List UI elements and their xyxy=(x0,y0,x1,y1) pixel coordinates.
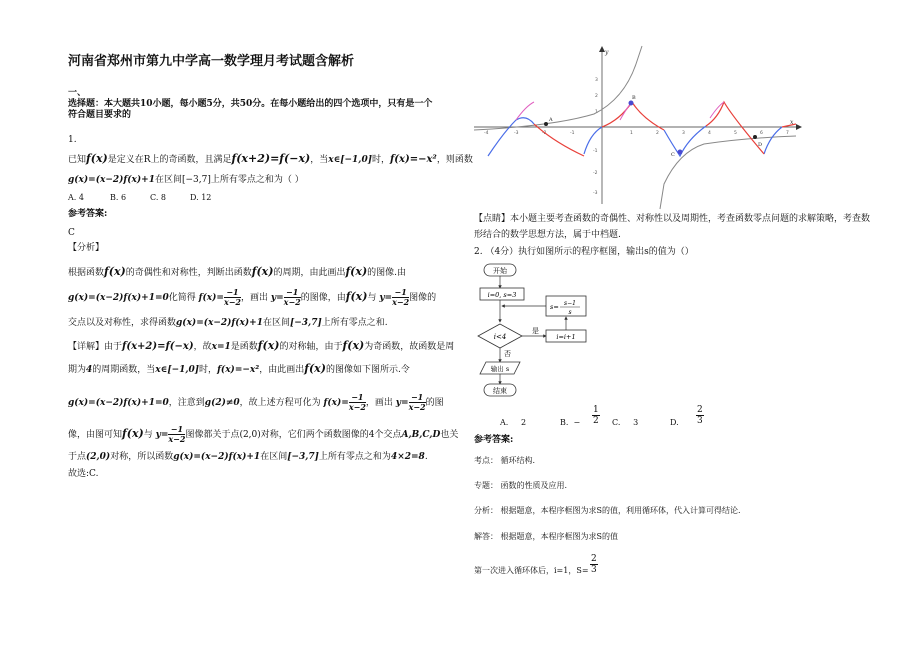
hyperbola-left-branch xyxy=(474,46,642,130)
jieda: 解答： 根据题意，本程序框图为求S的值 xyxy=(474,532,619,541)
point-a-label: A xyxy=(549,117,553,123)
detail-line-3: g(x)=(x−2)f(x)+1=0，注意到g(2)≠0，故上述方程可化为 f(x)= $\frac{-1}{x-2}$ ，画出 y= $\frac{-1}{x-2}$ 的图 xyxy=(68,392,444,412)
point-b xyxy=(629,101,634,106)
x-tick: -4 xyxy=(484,131,489,136)
detail-line-2: 期为4的周期函数，当x∈[−1,0]时，f(x)=−x²，由此画出f(x)的图像如下图所示.令 xyxy=(68,362,410,375)
analysis-line-3: 交点以及对称性，求得函数g(x)=(x−2)f(x)+1在区间[−3,7]上所有零点之和. xyxy=(68,318,388,328)
kaodian: 考点： 循环结构. xyxy=(474,456,536,465)
f-curve-blue xyxy=(488,118,782,156)
hyperbola-right-branch xyxy=(660,136,796,209)
option-b: B. 6 xyxy=(110,193,127,202)
y-axis xyxy=(599,46,605,204)
point-c xyxy=(678,150,683,155)
y-tick: -1 xyxy=(593,149,598,154)
x-tick: -3 xyxy=(514,131,519,136)
end-node-text: 结束 xyxy=(493,387,507,395)
condition-text: i<4 xyxy=(493,333,507,341)
function-graph xyxy=(474,44,804,210)
program-flowchart xyxy=(474,262,594,402)
x-tick: 5 xyxy=(734,131,737,136)
y-tick: 1 xyxy=(595,110,598,115)
section-number: 一、 xyxy=(68,88,87,98)
increment-node xyxy=(546,330,586,342)
comment-line-1: 【点睛】本小题主要考查函数的奇偶性、对称性以及周期性，考查函数零点问题的求解策略，考查数 xyxy=(474,214,871,224)
question-number: 1. xyxy=(68,135,77,145)
x-axis-label: x xyxy=(790,119,794,126)
f-curve-red xyxy=(534,102,796,156)
analysis-line-2: g(x)=(x−2)f(x)+1=0化简得 f(x)= $\frac{-1}{x-2}$ ，画出 y= $\frac{-1}{x-2}$ 的图像，由f(x)与 y= $\frac{-1}{x-2}$ 图像的 xyxy=(68,287,437,307)
page-title: 河南省郑州市第九中学高一数学理月考试题含解析 xyxy=(68,54,355,69)
x-tick: 3 xyxy=(682,131,685,136)
x-tick: -2 xyxy=(542,131,547,136)
x-tick: 4 xyxy=(708,131,711,136)
x-tick: -1 xyxy=(570,131,575,136)
output-node xyxy=(480,362,520,374)
q2-option-b-fraction: 1 2 xyxy=(593,405,599,426)
question-2: 2. （4分）执行如图所示的程序框图，输出s的值为（） xyxy=(474,247,694,257)
detail-line-4: 像，由图可知f(x)与 y= $\frac{-1}{x-2}$ 图像都关于点(2,0)对称，它们两个函数图像的4个交点A,B,C,D也关 xyxy=(68,424,459,444)
x-tick: 1 xyxy=(630,131,633,136)
yes-label: 是 xyxy=(532,327,539,335)
init-node-text: i=0, s=3 xyxy=(487,291,517,299)
point-a xyxy=(544,122,548,126)
q2-reference-answer-label: 参考答案: xyxy=(474,435,514,445)
y-tick: -2 xyxy=(593,171,598,176)
conclusion: 故选:C. xyxy=(68,469,99,479)
init-node xyxy=(480,288,524,300)
section-instruction-line1: 选择题：本大题共10小题，每小题5分，共50分。在每小题给出的四个选项中，只有是一个 xyxy=(68,99,433,109)
x-axis xyxy=(474,124,802,130)
y-tick: 3 xyxy=(595,78,598,83)
assign-node xyxy=(546,296,586,316)
start-node xyxy=(484,264,516,276)
q2-option-b: B. − xyxy=(560,418,581,427)
assign-node-prefix: s= xyxy=(550,303,559,311)
q2-option-d-fraction: 2 3 xyxy=(697,405,703,426)
analysis-label: 【分析】 xyxy=(68,243,105,253)
increment-text: i=i+1 xyxy=(556,333,576,341)
point-c-label: C xyxy=(671,152,675,158)
reference-answer-label: 参考答案: xyxy=(68,209,108,219)
question-stem-cont: g(x)=(x−2)f(x)+1在区间[−3,7]上所有零点之和为（ ） xyxy=(68,175,304,185)
option-c: C. 8 xyxy=(150,193,167,202)
q2-option-a: A. 2 xyxy=(500,418,527,427)
section-instruction-line2: 符合题目要求的 xyxy=(68,110,132,120)
x-tick: 7 xyxy=(786,131,789,136)
no-label: 否 xyxy=(504,350,511,358)
y-tick: 2 xyxy=(595,94,598,99)
question-stem: 已知f(x)是定义在R上的奇函数，且满足f(x+2)=f(−x)，当x∈[−1,0]时，f(x)=−x²，则函数 xyxy=(68,152,473,165)
zhuanti: 专题： 函数的性质及应用. xyxy=(474,481,568,490)
x-tick: 6 xyxy=(760,131,763,136)
end-node xyxy=(484,384,516,396)
point-d-label: D xyxy=(758,142,763,148)
y-axis-label: y xyxy=(605,49,609,56)
q2-option-d: D. xyxy=(670,418,679,427)
point-b-label: B xyxy=(632,95,636,101)
first-loop-fraction: 2 3 xyxy=(591,554,597,575)
assign-node-num: s−1 xyxy=(564,300,576,307)
y-tick: -3 xyxy=(593,191,598,196)
option-a: A. 4 xyxy=(68,193,84,202)
start-node-text: 开始 xyxy=(493,267,507,275)
point-d xyxy=(753,135,757,139)
x-tick: 2 xyxy=(656,131,659,136)
q2-option-c: C. 3 xyxy=(612,418,639,427)
option-d: D. 12 xyxy=(190,193,212,202)
first-loop: 第一次进入循环体后，i=1，S= xyxy=(474,566,589,575)
f-curve-pink xyxy=(516,102,724,120)
assign-node-den: s xyxy=(568,309,572,316)
fenxi: 分析： 根据题意，本程序框图为求S的值，利用循环体，代入计算可得结论. xyxy=(474,506,741,515)
analysis-line-1: 根据函数f(x)的奇偶性和对称性，判断出函数f(x)的周期，由此画出f(x)的图像.由 xyxy=(68,265,407,278)
answer-value: C xyxy=(68,228,75,238)
detail-line-1: 【详解】由于f(x+2)=f(−x)，故x=1是函数f(x)的对称轴，由于f(x)为奇函数，故函数是周 xyxy=(68,339,455,352)
condition-node xyxy=(478,324,522,348)
comment-line-2: 形结合的数学思想方法，属于中档题. xyxy=(474,230,621,240)
output-text: 输出 s xyxy=(490,365,510,373)
detail-line-5: 于点(2,0)对称，所以函数g(x)=(x−2)f(x)+1在区间[−3,7]上所有零点之和为4×2=8. xyxy=(68,452,428,462)
